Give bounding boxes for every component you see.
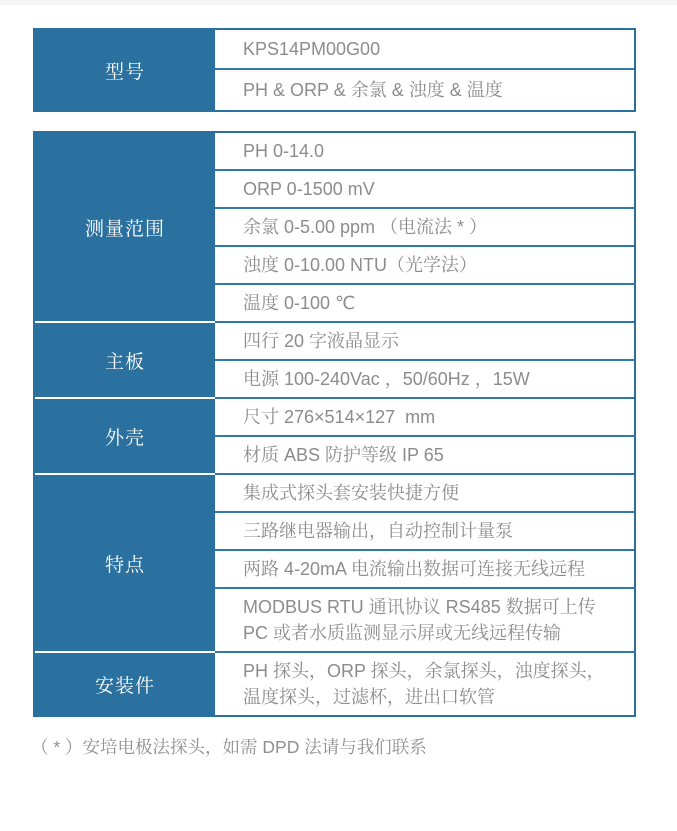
- row-chlorine-range: [215, 209, 634, 247]
- section-enclosure: [35, 399, 634, 475]
- row-current-outputs: [215, 551, 634, 589]
- row-relay-outputs: [215, 513, 634, 551]
- row-model-parameters: [215, 70, 634, 110]
- orp-range-text: ORP 0-1500 mV: [243, 179, 375, 199]
- row-material-ip: [215, 437, 634, 475]
- temperature-range-text: 温度 0-100 ℃: [243, 293, 356, 313]
- row-turbidity-range: [215, 247, 634, 285]
- model-table-header: [35, 30, 215, 110]
- footnote: （ * ）安培电极法探头，如需 DPD 法请与我们联系: [31, 737, 427, 757]
- row-temperature-range: [215, 285, 634, 323]
- ph-range-text: PH 0-14.0: [243, 141, 325, 161]
- enclosure-label: 外壳: [104, 427, 145, 449]
- measure-range-rows: [215, 133, 634, 323]
- features-rows: [215, 475, 634, 653]
- mainboard-label: 主板: [104, 351, 145, 373]
- section-installation-parts: [35, 653, 634, 715]
- model-section: [35, 30, 634, 110]
- section-header-features: [35, 475, 215, 653]
- section-measure-range: [35, 133, 634, 323]
- section-header-installation-parts: [35, 653, 215, 715]
- installation-parts-text: PH 探头，ORP 探头，余氯探头，浊度探头，温度探头，过滤杯，进出口软管: [243, 661, 605, 707]
- model-header-label: 型号: [104, 61, 145, 83]
- model-rows: [215, 30, 634, 110]
- measure-range-label: 测量范围: [84, 218, 165, 240]
- power-supply-text: 电源 100-240Vac ，50/60Hz ，15W: [243, 369, 530, 389]
- enclosure-rows: [215, 399, 634, 475]
- features-label: 特点: [104, 554, 145, 576]
- section-mainboard: [35, 323, 634, 399]
- mainboard-rows: [215, 323, 634, 399]
- row-integrated-probe: [215, 475, 634, 513]
- model-parameters-text: PH & ORP & 余氯 & 浊度 & 温度: [243, 80, 503, 100]
- model-number-text: KPS14PM00G00: [243, 39, 381, 59]
- row-installation-parts: [215, 653, 634, 715]
- current-outputs-text: 两路 4-20mA 电流输出数据可连接无线远程: [243, 559, 586, 579]
- material-ip-text: 材质 ABS 防护等级 IP 65: [243, 445, 444, 465]
- row-modbus: [215, 589, 634, 653]
- relay-outputs-text: 三路继电器输出，自动控制计量泵: [243, 521, 513, 541]
- row-lcd-display: [215, 323, 634, 361]
- integrated-probe-text: 集成式探头套安装快捷方便: [243, 483, 459, 503]
- row-model-number: [215, 30, 634, 70]
- page-top-edge: [0, 0, 677, 5]
- turbidity-range-text: 浊度 0-10.00 NTU（光学法）: [243, 255, 478, 275]
- installation-parts-label: 安装件: [94, 675, 155, 697]
- row-power-supply: [215, 361, 634, 399]
- installation-parts-rows: [215, 653, 634, 715]
- model-table: [33, 28, 636, 112]
- section-header-mainboard: [35, 323, 215, 399]
- row-ph-range: [215, 133, 634, 171]
- lcd-display-text: 四行 20 字液晶显示: [243, 331, 400, 351]
- chlorine-range-text: 余氯 0-5.00 ppm （电流法 * ）: [243, 217, 488, 237]
- modbus-text: MODBUS RTU 通讯协议 RS485 数据可上传 PC 或者水质监测显示屏或无线远程传输: [243, 597, 601, 643]
- row-orp-range: [215, 171, 634, 209]
- dimensions-text: 尺寸 276×514×127 mm: [243, 407, 436, 427]
- row-dimensions: [215, 399, 634, 437]
- section-header-measure-range: [35, 133, 215, 323]
- spec-table: [33, 131, 636, 717]
- section-header-enclosure: [35, 399, 215, 475]
- section-features: [35, 475, 634, 653]
